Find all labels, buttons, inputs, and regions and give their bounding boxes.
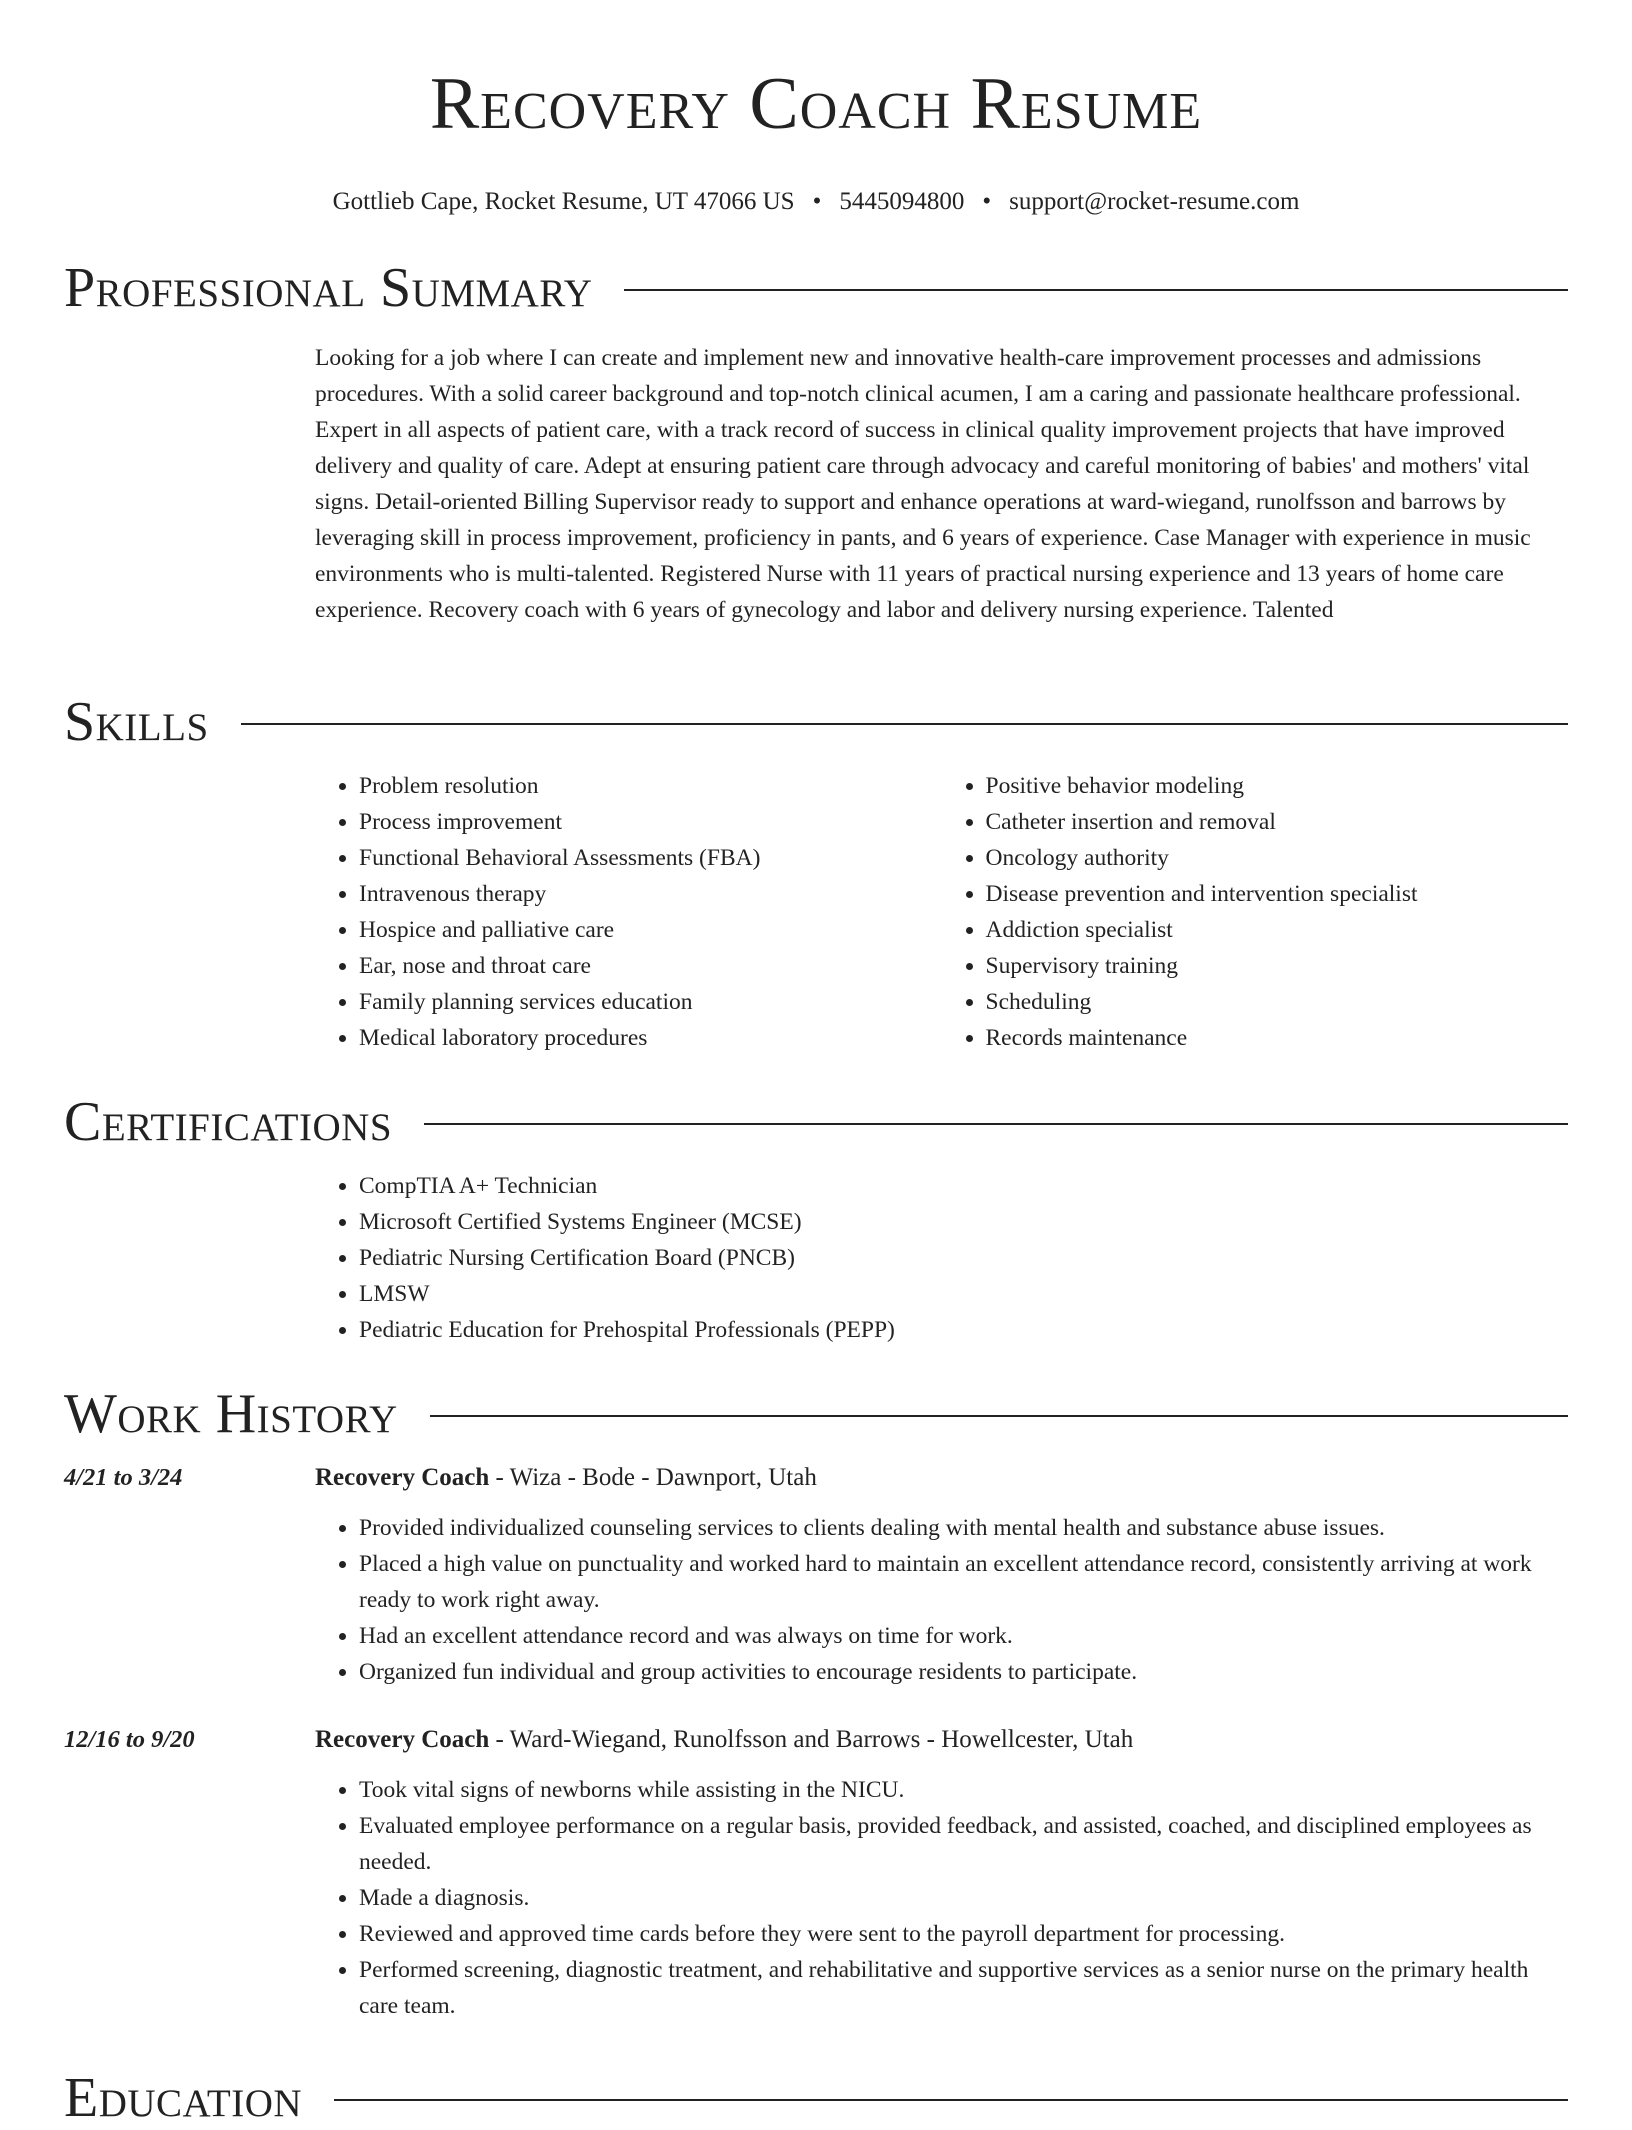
job-entry — [64, 1460, 1568, 1690]
resume-title: Recovery Coach Resume — [429, 63, 1203, 145]
skill-item: • Problem resolution — [359, 768, 942, 804]
certifications-section — [64, 1090, 1568, 1348]
job-bullet: • Placed a high value on punctuality and worked hard to maintain an excellent attendance record, consistently arriving at work ready to work right away. — [359, 1546, 1568, 1618]
skills-list-right — [942, 768, 1569, 1056]
contact-line — [0, 186, 1632, 218]
job-company: - Wiza - Bode - Dawnport, Utah — [489, 1464, 817, 1491]
skill-item: • Records maintenance — [986, 1020, 1569, 1056]
section-divider — [424, 1123, 1568, 1125]
job-dates: 12/16 to 9/20 — [64, 1726, 195, 1753]
skill-item: • Supervisory training — [986, 948, 1569, 984]
job-entry — [64, 1722, 1568, 2024]
skill-item: • Oncology authority — [986, 840, 1569, 876]
job-company: - Ward-Wiegand, Runolfsson and Barrows - Howellcester, Utah — [489, 1726, 1134, 1753]
job-bullet: • Provided individualized counseling services to clients dealing with mental health and substance abuse issues. — [359, 1510, 1568, 1546]
contact-email: support@rocket-resume.com — [1009, 188, 1300, 215]
work-history-heading: Work History — [64, 1383, 398, 1445]
job-bullets — [315, 1510, 1568, 1690]
certification-item: • LMSW — [359, 1276, 1568, 1312]
job-role: Recovery Coach — [315, 1726, 490, 1753]
skill-item: • Positive behavior modeling — [986, 768, 1569, 804]
summary-heading: Professional Summary — [64, 257, 593, 319]
certification-item: • Pediatric Nursing Certification Board (PNCB) — [359, 1240, 1568, 1276]
job-bullet: • Made a diagnosis. — [359, 1880, 1568, 1916]
contact-separator: • — [982, 188, 992, 215]
work-history-header — [64, 1382, 1568, 1446]
job-bullet: • Organized fun individual and group activities to encourage residents to participate. — [359, 1654, 1568, 1690]
job-bullet: • Evaluated employee performance on a regular basis, provided feedback, and assisted, coached, and disciplined employees as needed. — [359, 1808, 1568, 1880]
job-bullets — [315, 1772, 1568, 2024]
skill-item: • Addiction specialist — [986, 912, 1569, 948]
skill-item: • Medical laboratory procedures — [359, 1020, 942, 1056]
job-bullet: • Reviewed and approved time cards before they were sent to the payroll department for processing. — [359, 1916, 1568, 1952]
certification-item: • Microsoft Certified Systems Engineer (MCSE) — [359, 1204, 1568, 1240]
job-dates: 4/21 to 3/24 — [64, 1464, 183, 1491]
skill-item: • Family planning services education — [359, 984, 942, 1020]
summary-header — [64, 256, 1568, 320]
contact-separator: • — [812, 188, 822, 215]
certifications-heading: Certifications — [64, 1091, 393, 1153]
skill-item: • Hospice and palliative care — [359, 912, 942, 948]
job-bullet: • Took vital signs of newborns while assisting in the NICU. — [359, 1772, 1568, 1808]
job-bullet: • Performed screening, diagnostic treatment, and rehabilitative and supportive services as a senior nurse on the primary health care team. — [359, 1952, 1568, 2024]
skills-header — [64, 690, 1568, 754]
skill-item: • Disease prevention and intervention specialist — [986, 876, 1569, 912]
certification-item: • Pediatric Education for Prehospital Professionals (PEPP) — [359, 1312, 1568, 1348]
section-divider — [624, 289, 1568, 291]
education-header — [64, 2066, 1568, 2130]
summary-body — [315, 340, 1568, 628]
job-main — [315, 1460, 1568, 1690]
skills-section — [64, 690, 1568, 1056]
work-history-section — [64, 1382, 1568, 2024]
education-heading: Education — [64, 2067, 303, 2129]
job-main — [315, 1722, 1568, 2024]
skill-item: • Intravenous therapy — [359, 876, 942, 912]
skills-heading: Skills — [64, 691, 209, 753]
job-title-line — [315, 1722, 1568, 1758]
skills-list-left — [315, 768, 942, 1056]
section-divider — [334, 2099, 1568, 2101]
skills-grid — [315, 768, 1568, 1056]
skill-item: • Process improvement — [359, 804, 942, 840]
certifications-body — [315, 1168, 1568, 1348]
summary-text: Looking for a job where I can create and implement new and innovative health-care improvement processes and admissions procedures. With a solid career background and top-notch clinical acumen, I am a caring and passionate healthcare professional. Expert in all aspects of patient care, with a track record of success in clinical quality improvement projects that have improved delivery and quality of care. Adept at ensuring patient care through advocacy and careful monitoring of babies' and mothers' vital signs. Detail-oriented Billing Supervisor ready to support and enhance operations at ward-wiegand, runolfsson and barrows by leveraging skill in process improvement, proficiency in pants, and 6 years of experience. Case Manager with experience in music environments who is multi-talented. Registered Nurse with 11 years of practical nursing experience and 13 years of home care experience. Recovery coach with 6 years of gynecology and labor and delivery nursing experience. Talented — [315, 345, 1531, 623]
certification-item: • CompTIA A+ Technician — [359, 1168, 1568, 1204]
skill-item: • Scheduling — [986, 984, 1569, 1020]
skill-item: • Catheter insertion and removal — [986, 804, 1569, 840]
job-role: Recovery Coach — [315, 1464, 490, 1491]
skill-item: • Ear, nose and throat care — [359, 948, 942, 984]
contact-address: Gottlieb Cape, Rocket Resume, UT 47066 US — [332, 188, 795, 215]
job-title-line — [315, 1460, 1568, 1496]
contact-phone: 5445094800 — [839, 188, 965, 215]
certifications-header — [64, 1090, 1568, 1154]
certifications-list — [315, 1168, 1568, 1348]
section-divider — [241, 723, 1568, 725]
skill-item: • Functional Behavioral Assessments (FBA) — [359, 840, 942, 876]
job-bullet: • Had an excellent attendance record and was always on time for work. — [359, 1618, 1568, 1654]
section-divider — [430, 1415, 1568, 1417]
education-section — [64, 2066, 1568, 2130]
summary-section — [64, 256, 1568, 628]
